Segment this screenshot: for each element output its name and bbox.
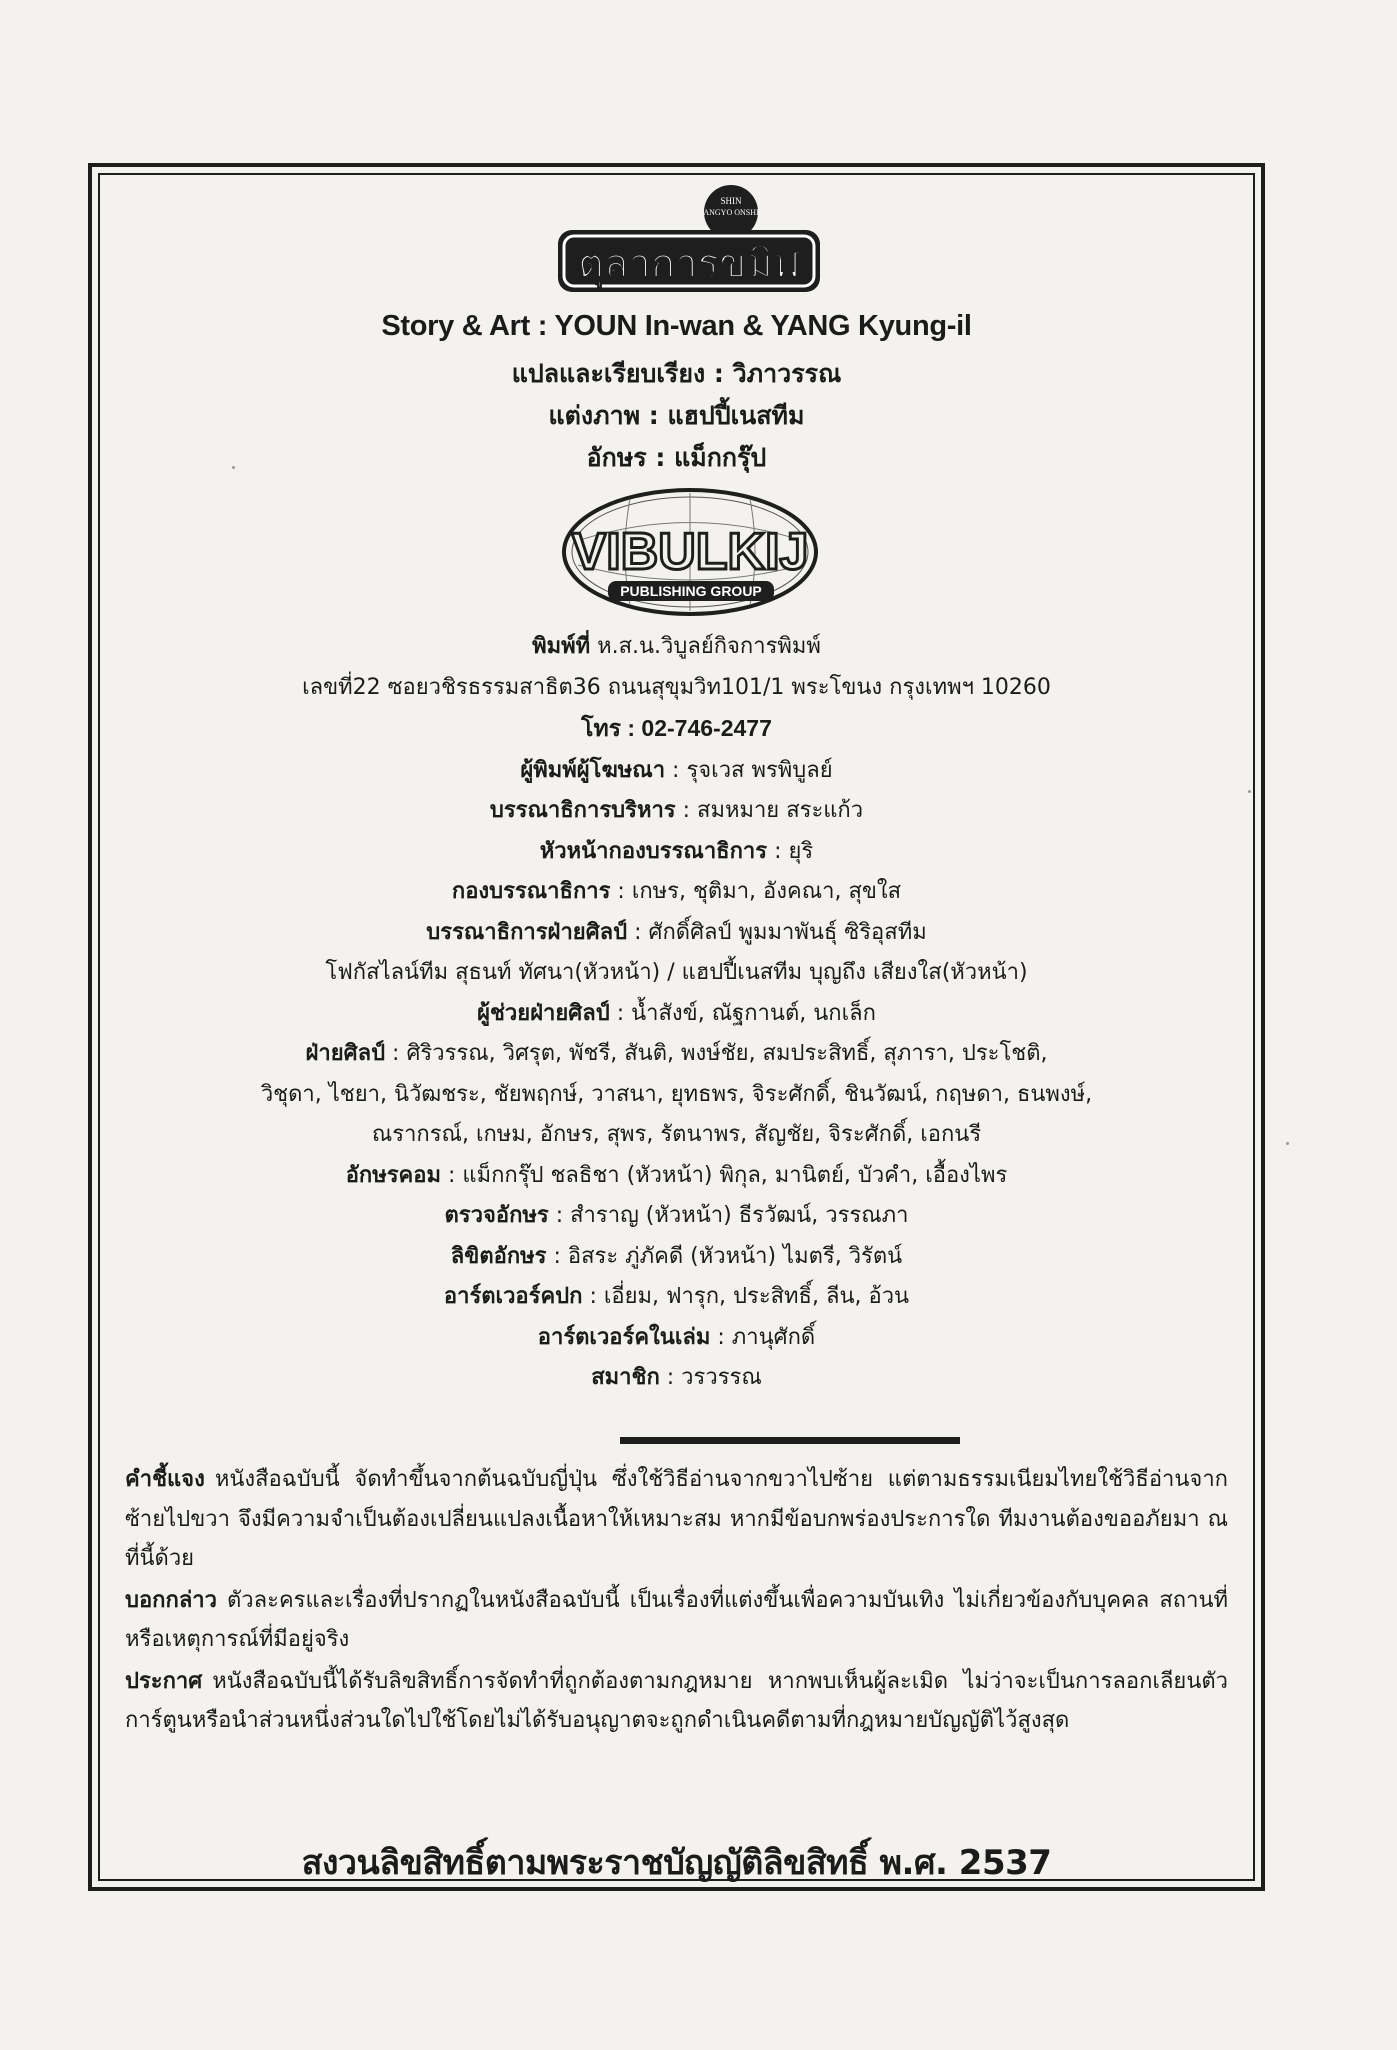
- editorial-row: [100, 872, 1253, 913]
- head-editor-row: [100, 832, 1253, 873]
- art-dept-row-2: วิชุดา, ไชยา, นิวัฒชระ, ชัยพฤกษ์, วาสนา, ยุทธพร, จิระศักดิ์, ชินวัฒน์, กฤษดา, ธนพงษ์,: [260, 1081, 1093, 1107]
- logo-main-text: ตุลาการขมิฬ: [577, 241, 801, 287]
- disclaimer-label: บอกกล่าว: [125, 1587, 218, 1613]
- member-label: สมาชิก: [591, 1365, 660, 1390]
- proof-row: [100, 1196, 1253, 1237]
- typeset-row: [100, 1156, 1253, 1197]
- logo-small-text-1: SHIN: [720, 196, 742, 206]
- art-dept-value: : ศิริวรรณ, วิศรุต, พัชรี, สันติ, พงษ์ชัย, สมประสิทธิ์, สุภารา, ประโชติ,: [385, 1041, 1048, 1066]
- publisher-row: [100, 751, 1253, 792]
- exec-editor-label: บรรณาธิการบริหาร: [489, 798, 676, 823]
- art-edit-credit: แต่งภาพ : แฮปปี้เนสทีม: [548, 401, 805, 430]
- art-dept-row: [100, 1034, 1253, 1075]
- hand-letter-label: ลิขิตอักษร: [450, 1243, 547, 1269]
- exec-editor-value: : สมหมาย สระแก้ว: [675, 798, 864, 823]
- disclaimer-paragraph: [125, 1581, 1228, 1660]
- inner-frame: [98, 173, 1255, 1881]
- printer-row: [100, 627, 1253, 668]
- art-assist-label: ผู้ช่วยฝ่ายศิลป์: [477, 1000, 610, 1026]
- section-divider: [620, 1437, 960, 1444]
- team-row: โฟกัสไลน์ทีม สุธนท์ ทัศนา(หัวหน้า) / แฮปปี้เนสทีม บุญถึง เสียงใส(หัวหน้า): [325, 960, 1028, 985]
- explanation-label: คำชี้แจง: [125, 1467, 205, 1492]
- art-assist-row: [100, 994, 1253, 1035]
- cover-art-label: อาร์ตเวอร์คปก: [443, 1284, 583, 1309]
- address-row: เลขที่22 ซอยวชิรธรรมสาธิต36 ถนนสุขุมวิท101/1 พระโขนง กรุงเทพฯ 10260: [302, 674, 1051, 700]
- staff-list: [100, 627, 1253, 1399]
- printer-value: ห.ส.น.วิบูลย์กิจการพิมพ์: [590, 634, 821, 659]
- art-dept-row-3: ณรากรณ์, เกษม, อักษร, สุพร, รัตนาพร, สัญชัย, จิระศักดิ์, เอกนรี: [371, 1122, 982, 1147]
- publisher-logo-main: VIBULKIJ: [571, 523, 809, 581]
- head-editor-value: : ยุริ: [767, 838, 814, 864]
- content-area: [100, 175, 1253, 1883]
- inner-art-row: [100, 1318, 1253, 1359]
- translation-credit: แปลและเรียบเรียง : วิภาวรรณ: [511, 359, 842, 388]
- publisher-label: ผู้พิมพ์ผู้โฆษณา: [520, 757, 666, 783]
- hand-letter-row: [100, 1237, 1253, 1278]
- publisher-logo: [560, 485, 820, 619]
- explanation-paragraph: [125, 1460, 1228, 1579]
- cover-art-row: [100, 1277, 1253, 1318]
- editorial-label: กองบรรณาธิการ: [451, 879, 611, 904]
- head-editor-label: หัวหน้ากองบรรณาธิการ: [539, 838, 768, 864]
- notice-text: หนังสือฉบับนี้ได้รับลิขสิทธิ์การจัดทำที่ถูกต้องตามกฎหมาย หากพบเห็นผู้ละเมิด ไม่ว่าจะเป็นการลอกเลียนตัวการ์ตูนหรือนำส่วนหนึ่งส่วนใดไปใช้โดยไม่ได้รับอนุญาตจะถูกดำเนินคดีตามที่กฎหมายบัญญัติไว้สูงสุด: [125, 1668, 1228, 1733]
- notes-block: [125, 1460, 1228, 1743]
- inner-art-value: : ภานุศักดิ์: [710, 1324, 816, 1350]
- typeset-label: อักษรคอม: [345, 1162, 441, 1188]
- explanation-text: หนังสือฉบับนี้ จัดทำขึ้นจากต้นฉบับญี่ปุ่น ซึ่งใช้วิธีอ่านจากขวาไปซ้าย แต่ตามธรรมเนียมไทยใช้วิธีอ่านจากซ้ายไปขวา จึงมีความจำเป็นต้องเปลี่ยนแปลงเนื้อหาให้เหมาะสม หากมีข้อบกพร่องประการใด ทีมงานต้องขออภัยมา ณ ที่นี้ด้วย: [125, 1467, 1228, 1571]
- speck: [1286, 1142, 1289, 1145]
- editorial-value: : เกษร, ชุติมา, อังคณา, สุขใส: [610, 879, 902, 904]
- proof-value: : สำราญ (หัวหน้า) ธีรวัฒน์, วรรณภา: [548, 1203, 909, 1228]
- cover-art-value: : เอี่ยม, ฟารุก, ประสิทธิ์, ลีน, อ้วน: [582, 1284, 910, 1309]
- outer-frame: [88, 163, 1265, 1891]
- art-editor-row: [100, 913, 1253, 954]
- series-title-logo: [550, 180, 826, 300]
- art-editor-label: บรรณาธิการฝ่ายศิลป์: [426, 919, 628, 945]
- inner-art-label: อาร์ตเวอร์คในเล่ม: [537, 1324, 711, 1350]
- exec-editor-row: [100, 791, 1253, 832]
- copyright-notice: สงวนลิขสิทธิ์ตามพระราชบัญญัติลิขสิทธิ์ พ.ศ. 2537: [301, 1843, 1052, 1883]
- art-dept-label: ฝ่ายศิลป์: [305, 1041, 386, 1066]
- printer-label: พิมพ์ที่: [532, 634, 591, 659]
- notice-paragraph: [125, 1662, 1228, 1741]
- member-value: : วรวรรณ: [659, 1365, 762, 1390]
- member-row: [100, 1358, 1253, 1399]
- story-art-credit: Story & Art : YOUN In-wan & YANG Kyung-il: [381, 310, 972, 342]
- credits-block: [100, 310, 1253, 479]
- disclaimer-text: ตัวละครและเรื่องที่ปรากฏในหนังสือฉบับนี้ เป็นเรื่องที่แต่งขึ้นเพื่อความบันเทิง ไม่เกี่ยวข้องกับบุคคล สถานที่ หรือเหตุการณ์ที่มีอยู่จริง: [125, 1587, 1228, 1652]
- art-editor-value: : ศักดิ์ศิลป์ พูมมาพันธุ์ ซิริอุสทีม: [627, 919, 927, 945]
- typeset-value: : แม็กกรุ๊ป ชลธิชา (หัวหน้า) พิกุล, มานิตย์, บัวคำ, เอื้องไพร: [440, 1162, 1008, 1188]
- publisher-value: : รุจเวส พรพิบูลย์: [665, 757, 833, 783]
- proof-label: ตรวจอักษร: [444, 1203, 549, 1228]
- logo-small-text-2: ANGYO ONSHI: [703, 208, 759, 217]
- phone-text: โทร : 02-746-2477: [581, 715, 772, 741]
- notice-label: ประกาศ: [125, 1668, 203, 1694]
- lettering-credit: อักษร : แม็กกรุ๊ป: [586, 443, 767, 472]
- art-assist-value: : น้ำสังข์, ณัฐกานต์, นกเล็ก: [609, 1000, 876, 1026]
- phone-row: [100, 708, 1253, 751]
- hand-letter-value: : อิสระ ภู่ภัคดี (หัวหน้า) ไมตรี, วิรัตน์: [546, 1243, 903, 1269]
- publisher-logo-sub: PUBLISHING GROUP: [620, 583, 762, 599]
